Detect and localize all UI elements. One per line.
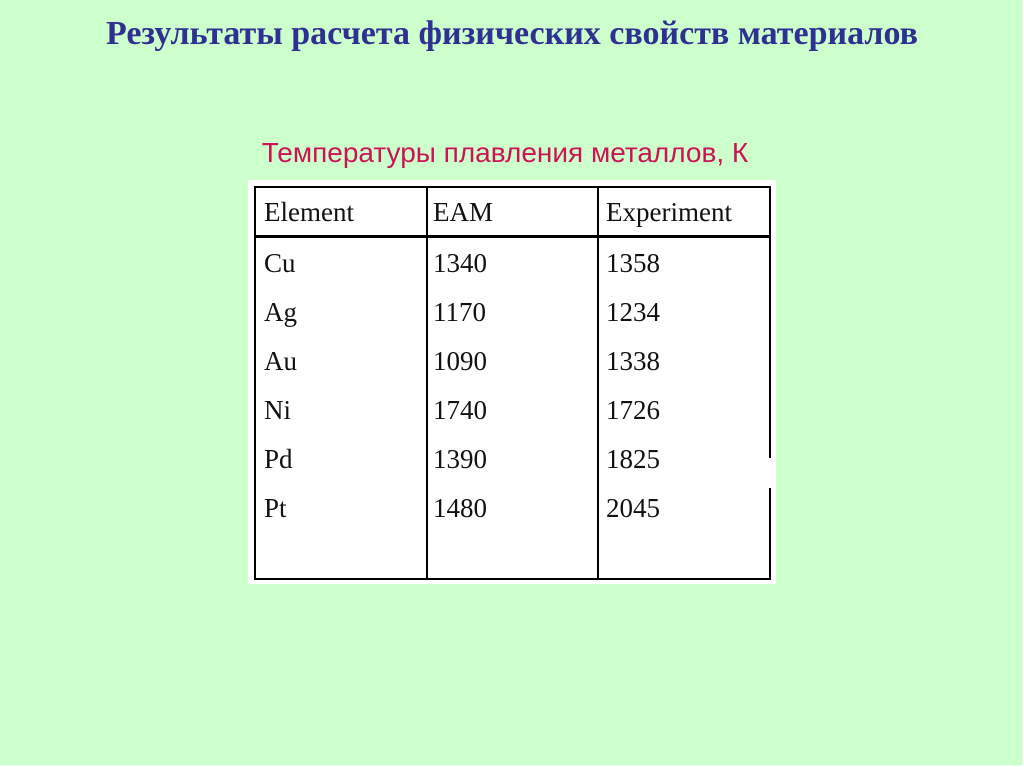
column-header-experiment: Experiment xyxy=(606,197,732,227)
eam-cell: 1170 xyxy=(433,297,486,327)
experiment-cell: 1234 xyxy=(606,297,660,327)
melting-temperature-table xyxy=(248,180,776,584)
element-cell: Ni xyxy=(264,395,291,425)
eam-cell: 1090 xyxy=(433,346,487,376)
border-gap xyxy=(768,458,772,488)
eam-cell: 1480 xyxy=(433,493,487,523)
element-cell: Pt xyxy=(264,493,287,523)
eam-cell: 1340 xyxy=(433,248,487,278)
element-cell: Cu xyxy=(264,248,296,278)
eam-cell: 1390 xyxy=(433,444,487,474)
experiment-cell: 2045 xyxy=(606,493,660,523)
element-cell: Pd xyxy=(264,444,293,474)
column-header-eam: EAM xyxy=(433,197,493,227)
experiment-cell: 1338 xyxy=(606,346,660,376)
experiment-cell: 1726 xyxy=(606,395,660,425)
eam-cell: 1740 xyxy=(433,395,487,425)
element-cell: Ag xyxy=(264,297,297,327)
element-cell: Au xyxy=(264,346,297,376)
header-divider xyxy=(256,235,769,238)
table-frame xyxy=(254,186,771,580)
experiment-cell: 1825 xyxy=(606,444,660,474)
slide-title: Результаты расчета физических свойств материалов xyxy=(106,15,918,52)
column-divider xyxy=(426,188,428,578)
column-header-element: Element xyxy=(264,197,354,227)
table-caption: Температуры плавления металлов, К xyxy=(261,137,749,168)
column-divider xyxy=(597,188,599,578)
experiment-cell: 1358 xyxy=(606,248,660,278)
